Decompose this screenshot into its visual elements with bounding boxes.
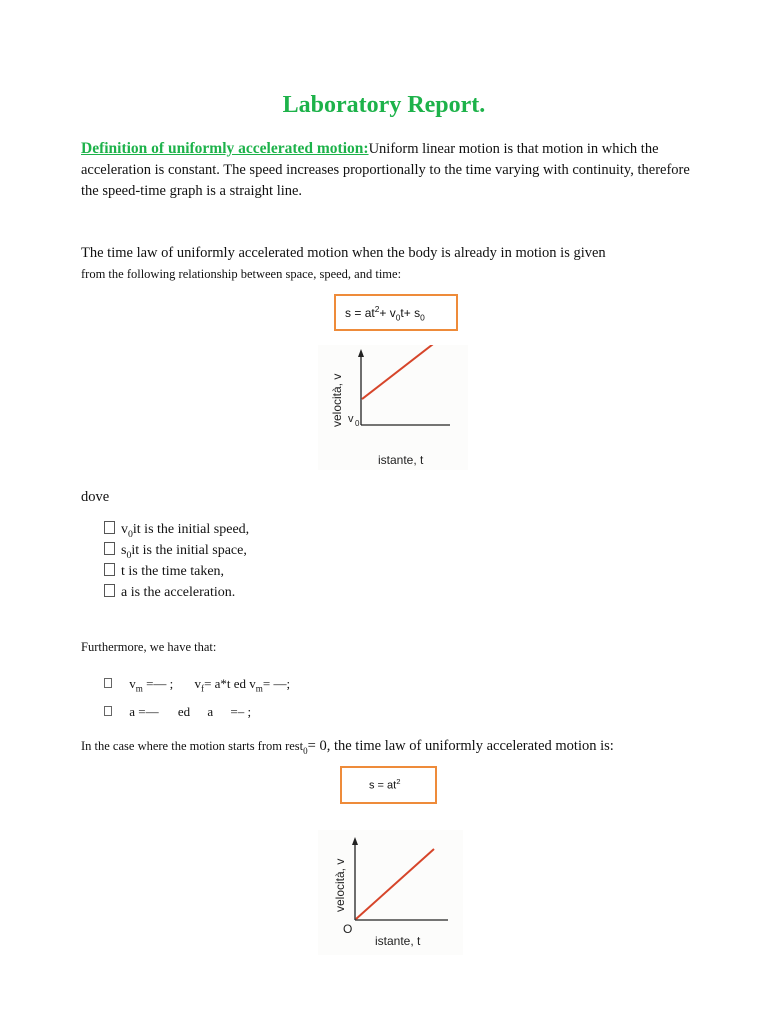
formula-1-exp: 2 bbox=[374, 304, 380, 314]
list-item-text: it is the initial space, bbox=[131, 543, 247, 558]
rest-big-text: = 0, the time law of uniformly accelerated motion is: bbox=[307, 738, 614, 754]
bullet-box-icon bbox=[104, 584, 115, 597]
list-item bbox=[104, 582, 235, 603]
list-item-var: v bbox=[121, 522, 128, 537]
eq1-vm-sub: m bbox=[135, 683, 143, 694]
eq1-vf-rest: = a*t ed v bbox=[204, 676, 256, 691]
page-title: Laboratory Report. bbox=[282, 92, 486, 118]
formula-2-exp: 2 bbox=[396, 777, 401, 786]
eq1-vm: v bbox=[129, 676, 136, 691]
formula-1 bbox=[345, 304, 425, 322]
formula-1-sub-v: 0 bbox=[395, 312, 401, 323]
formula-1-ts: t+ s bbox=[400, 306, 421, 320]
list-item-text: t is the time taken, bbox=[121, 564, 225, 579]
formula-box-1 bbox=[334, 294, 458, 331]
bullet-box-icon bbox=[104, 542, 115, 555]
bullet-box-icon bbox=[104, 521, 115, 534]
eq1-vm2-sub: m bbox=[255, 683, 263, 694]
graph-1-xlabel: istante, t bbox=[378, 453, 424, 467]
eq2-a1: a =— bbox=[129, 704, 159, 719]
eq2-ed: ed bbox=[177, 704, 191, 719]
bullet-box-icon bbox=[104, 678, 112, 688]
time-law-line1: The time law of uniformly accelerated motion when the body is already in motion is given bbox=[81, 245, 606, 261]
list-item-text: a is the acceleration. bbox=[121, 585, 236, 600]
formula-box-2 bbox=[340, 766, 437, 804]
list-item-sub: 0 bbox=[128, 528, 133, 540]
formula-1-v: + v bbox=[379, 306, 396, 320]
equation-1 bbox=[104, 676, 290, 694]
dove-label: dove bbox=[81, 489, 110, 505]
eq1-vf: v bbox=[194, 676, 202, 691]
list-item bbox=[104, 561, 224, 582]
list-item-text: it is the initial speed, bbox=[132, 522, 250, 537]
graph-1-ylabel: velocità, v bbox=[330, 373, 344, 427]
rest-paragraph bbox=[81, 737, 741, 756]
formula-1-s: s = bbox=[345, 306, 365, 320]
graph-1 bbox=[318, 345, 468, 470]
bullet-box-icon bbox=[104, 706, 112, 716]
formula-1-at: at bbox=[364, 306, 375, 320]
eq1-vf-sub: f bbox=[201, 683, 205, 694]
formula-2-s: s = at bbox=[369, 779, 397, 792]
list-item-sub: 0 bbox=[126, 549, 132, 561]
graph-1-origin-label: v bbox=[348, 413, 354, 425]
formula-2 bbox=[369, 777, 401, 792]
graph-2-xlabel: istante, t bbox=[375, 934, 421, 948]
graph-2-origin-label: O bbox=[343, 922, 353, 936]
equation-2 bbox=[104, 704, 251, 720]
graph-2-ylabel: velocità, v bbox=[333, 858, 347, 912]
definition-heading: Definition of uniformly accelerated motion: bbox=[81, 140, 369, 157]
definition-paragraph bbox=[81, 138, 701, 202]
furthermore-text: Furthermore, we have that: bbox=[81, 640, 217, 654]
formula-1-sub-s: 0 bbox=[420, 312, 425, 323]
rest-small-text: In the case where the motion starts from rest bbox=[81, 739, 304, 753]
time-law-line2: from the following relationship between space, speed, and time: bbox=[81, 267, 402, 281]
rest-sub: 0 bbox=[303, 746, 308, 757]
eq2-end: =– ; bbox=[230, 704, 252, 719]
graph-1-origin-sub: 0 bbox=[355, 419, 360, 428]
definition-text: Uniform linear motion is that motion in which the acceleration is constant. The speed increases proportionally to the time varying with continuity, therefore the speed-time graph is a straight line. bbox=[81, 141, 690, 199]
eq2-a2: a bbox=[207, 704, 214, 719]
eq1-end: = —; bbox=[262, 676, 291, 691]
bullet-box-icon bbox=[104, 563, 115, 576]
list-item-var: s bbox=[121, 543, 127, 558]
graph-2 bbox=[318, 830, 463, 955]
eq1-vm-rest: =— ; bbox=[142, 676, 174, 691]
